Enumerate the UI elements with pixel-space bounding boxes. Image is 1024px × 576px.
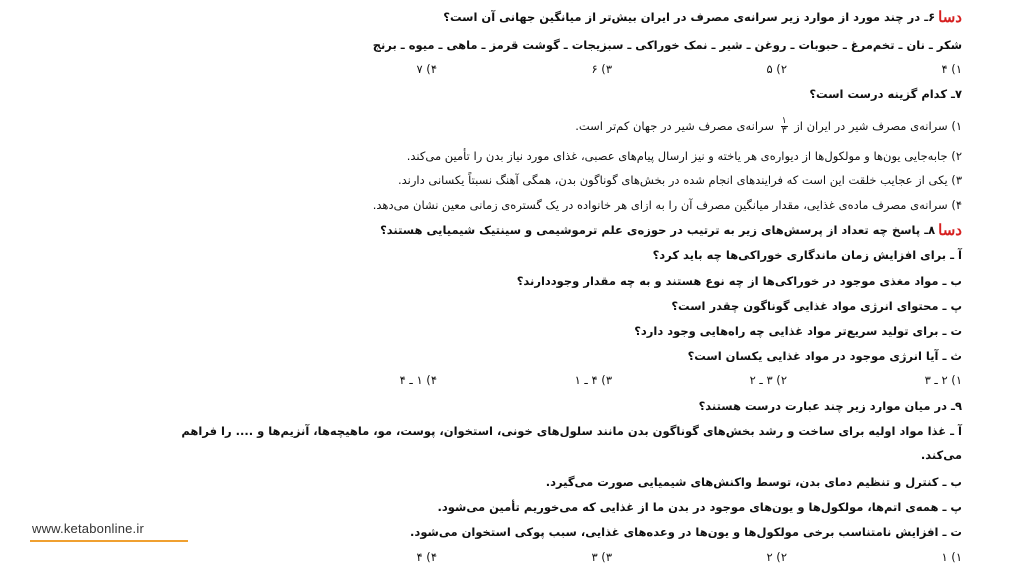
question-6-options [262,62,962,78]
option-3: ۳) ۶ [591,62,612,76]
question-8-item-c: پ ـ محتوای انرژی مواد غذایی گوناگون چقدر است؟ [671,299,962,313]
question-9-item-c: پ ـ همه‌ی اتم‌ها، مولکول‌ها و یون‌های موجود در بدن ما از غذایی که می‌خوریم تأمین می‌شود. [437,500,962,514]
option-3: ۳) ۴ ـ ۱ [574,373,612,387]
red-badge: دسا [938,8,962,26]
question-text: کدام گزینه درست است؟ [809,87,948,101]
question-number: ۹ـ [951,399,962,413]
fraction-numerator: ۱ [781,116,787,126]
question-7-option-3: ۳) یکی از عجایب خلقت این است که فرایندهای انجام شده در بخش‌های گوناگون بدن، همگی آهنگ نسبتاً یکسانی دارند. [397,173,962,187]
option-text-part: سرانه‌ی مصرف شیر در جهان کم‌تر است. [575,119,775,133]
question-6-stem [443,9,962,25]
question-7-option-4: ۴) سرانه‌ی مصرف ماده‌ی غذایی، مقدار میانگین مصرف آن را به ازای هر خانواده در یک گستره‌ی زمانی معین نشان می‌دهد. [372,198,962,212]
question-8-item-e: ث ـ آیا انرژی موجود در مواد غذایی یکسان است؟ [687,349,962,363]
question-7-option-1 [575,117,962,136]
question-9-item-b: ب ـ کنترل و تنظیم دمای بدن، توسط واکنش‌های شیمیایی صورت می‌گیرد. [545,475,962,489]
option-2: ۲) ۲ [766,550,787,564]
question-text: در چند مورد از موارد زیر سرانه‌ی مصرف در ایران بیش‌تر از میانگین جهانی آن است؟ [443,10,921,24]
question-number: ۷ـ [951,87,962,101]
option-text-part: ۱) سرانه‌ی مصرف شیر در ایران از [794,119,962,133]
question-number: ۸ـ [924,223,936,237]
fraction-denominator: ۳ [781,126,787,136]
question-8-item-d: ت ـ برای تولید سریع‌تر مواد غذایی چه راه‌هایی وجود دارد؟ [634,324,962,338]
question-7-stem [809,86,962,102]
question-9-stem [699,398,962,414]
question-9-item-a: آ ـ غذا مواد اولیه برای ساخت و رشد بخش‌های گوناگون بدن مانند سلول‌های خونی، استخوان، پوست، مو، ماهیچه‌ها، آنزیم‌ها و .... را فراهم [181,424,962,438]
question-8-item-b: ب ـ مواد مغذی موجود در خوراکی‌ها از چه نوع هستند و به چه مقدار وجوددارند؟ [516,274,962,288]
question-8-options [262,373,962,389]
question-text: در میان موارد زیر چند عبارت درست هستند؟ [698,399,948,413]
option-1: ۱) ۲ ـ ۳ [924,373,962,387]
option-4: ۴) ۱ ـ ۴ [399,373,437,387]
question-text: پاسخ چه تعداد از پرسش‌های زیر به ترتیب در حوزه‌ی علم ترموشیمی و سینتیک شیمیایی هستند؟ [380,223,921,237]
option-4: ۴) ۷ [416,62,437,76]
question-8-stem [380,222,962,238]
question-9-item-a-continued: می‌کند. [920,448,962,462]
question-number: ۶ـ [924,10,936,24]
option-1: ۱) ۱ [941,550,962,564]
red-badge: دسا [938,221,962,239]
option-4: ۴) ۴ [416,550,437,564]
fraction [781,117,788,136]
question-9-item-d: ت ـ افزایش نامتناسب برخی مولکول‌ها و یون‌ها در وعده‌های غذایی، سبب پوکی استخوان می‌شود. [410,525,962,539]
question-6-items: شکر ـ نان ـ تخم‌مرغ ـ حبوبات ـ روغن ـ شیر ـ نمک خوراکی ـ سبزیجات ـ گوشت قرمز ـ ماهی ـ میوه ـ برنج [372,38,962,52]
option-2: ۲) ۵ [766,62,787,76]
option-1: ۱) ۴ [941,62,962,76]
site-underline [30,540,188,542]
question-9-options [262,550,962,566]
question-8-item-a: آ ـ برای افزایش زمان ماندگاری خوراکی‌ها چه باید کرد؟ [652,248,962,262]
option-3: ۳) ۳ [591,550,612,564]
site-url[interactable]: www.ketabonline.ir [32,521,144,536]
question-7-option-2: ۲) جابه‌جایی یون‌ها و مولکول‌ها از دیواره‌ی هر یاخته و نیز ارسال پیام‌های عصبی، غذای مورد نیاز بدن را تأمین می‌کند. [406,149,962,163]
option-2: ۲) ۳ ـ ۲ [749,373,787,387]
